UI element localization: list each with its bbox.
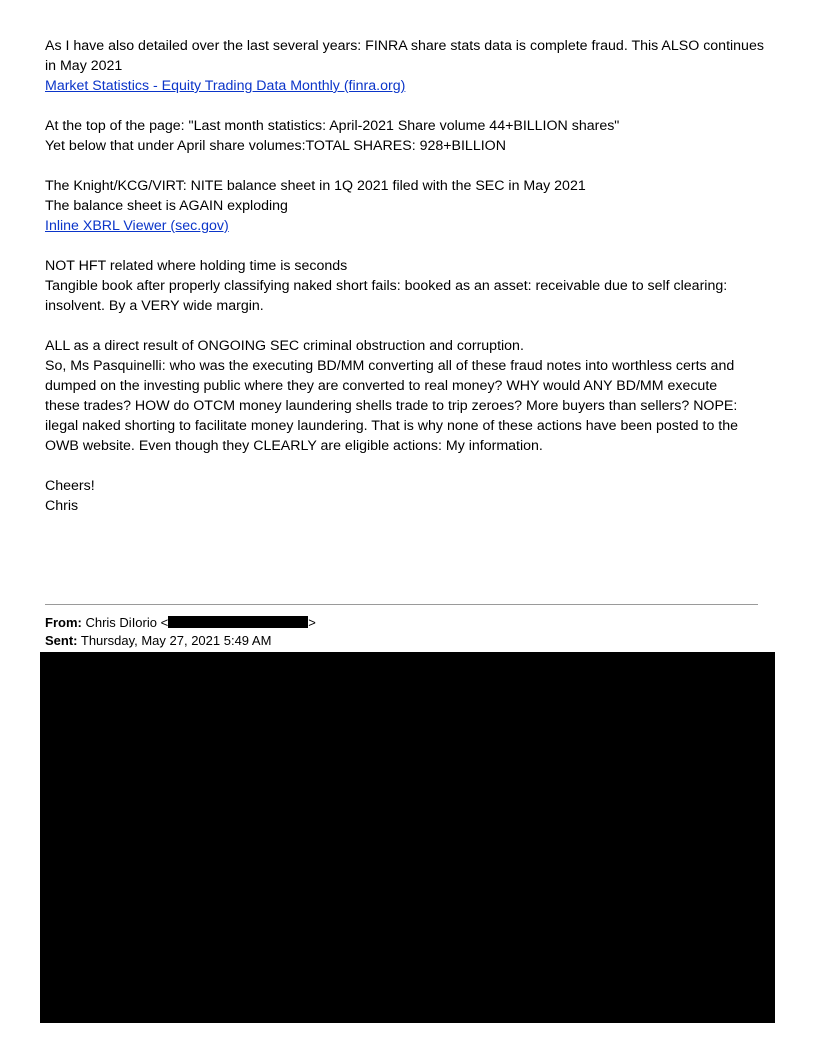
paragraph-balance-line-1: The Knight/KCG/VIRT: NITE balance sheet in 1Q 2021 filed with the SEC in May 2021 — [45, 178, 586, 194]
sec-link[interactable]: Inline XBRL Viewer (sec.gov) — [45, 218, 229, 234]
paragraph-sec-line-5: ilegal naked shorting to facilitate money laundering. That is why none of these actions have been posted to the — [45, 418, 739, 434]
paragraph-hft-line-3: insolvent. By a VERY wide margin. — [45, 298, 264, 314]
from-label: From: — [45, 615, 82, 630]
email-header — [45, 614, 316, 650]
paragraph-sec-line-6: OWB website. Even though they CLEARLY are eligible actions: My information. — [45, 438, 543, 454]
finra-link[interactable]: Market Statistics - Equity Trading Data Monthly (finra.org) — [45, 78, 406, 94]
paragraph-sec-line-2: So, Ms Pasquinelli: who was the executing BD/MM converting all of these fraud notes into worthless certs and — [45, 358, 735, 374]
sent-value: Thursday, May 27, 2021 5:49 AM — [80, 633, 272, 648]
paragraph-balance-line-2: The balance sheet is AGAIN exploding — [45, 198, 288, 214]
email-body — [45, 36, 775, 516]
redacted-email — [168, 616, 308, 628]
closing-text: Cheers! — [45, 478, 95, 494]
sent-row — [45, 632, 316, 650]
sent-label: Sent: — [45, 633, 78, 648]
signature-name: Chris — [45, 498, 79, 514]
paragraph-volume-line-1: At the top of the page: "Last month statistics: April-2021 Share volume 44+BILLION shares" — [45, 118, 620, 134]
paragraph-sec-line-1: ALL as a direct result of ONGOING SEC criminal obstruction and corruption. — [45, 338, 524, 354]
from-bracket-close: > — [308, 615, 316, 630]
email-divider — [45, 604, 758, 605]
paragraph-finra-line-2: in May 2021 — [45, 58, 123, 74]
paragraph-finra-line-1: As I have also detailed over the last several years: FINRA share stats data is complete fraud. This ALSO continues — [45, 38, 764, 54]
from-row — [45, 614, 316, 632]
paragraph-sec-line-3: dumped on the investing public where they are converted to real money? WHY would ANY BD/MM execute — [45, 378, 718, 394]
from-name: Chris DiIorio < — [85, 615, 169, 630]
paragraph-volume-line-2: Yet below that under April share volumes:TOTAL SHARES: 928+BILLION — [45, 138, 506, 154]
paragraph-hft-line-1: NOT HFT related where holding time is seconds — [45, 258, 348, 274]
paragraph-sec-line-4: these trades? HOW do OTCM money laundering shells trade to trip zeroes? More buyers than sellers? NOPE: — [45, 398, 738, 414]
paragraph-hft-line-2: Tangible book after properly classifying naked short fails: booked as an asset: receivable due to self clearing: — [45, 278, 728, 294]
redacted-block — [40, 652, 775, 1023]
